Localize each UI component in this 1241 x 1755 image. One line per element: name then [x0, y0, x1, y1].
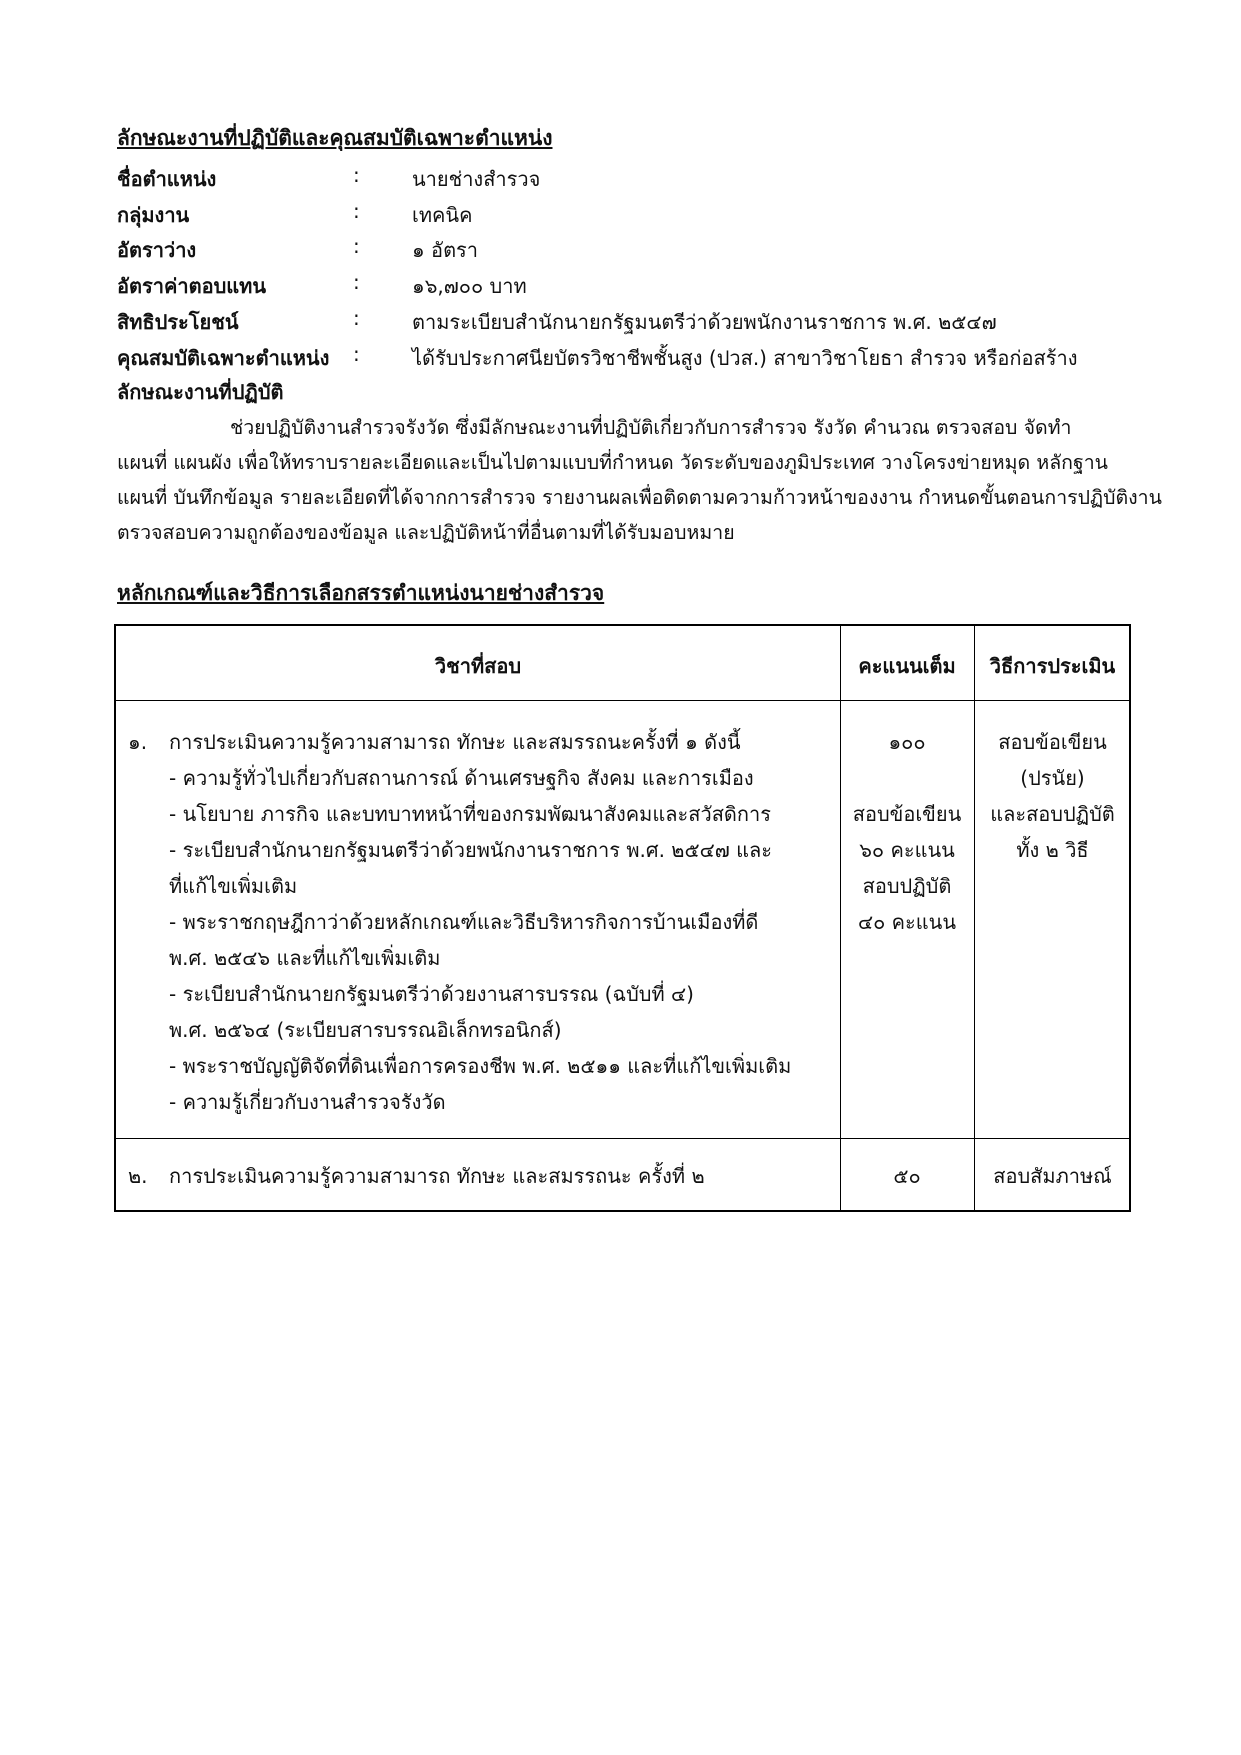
- section-heading-duties: ลักษณะงานที่ปฏิบัติและคุณสมบัติเฉพาะตำแหน่ง: [117, 126, 553, 150]
- info-colon: :: [353, 234, 360, 258]
- row1-number: ๑.: [128, 730, 148, 754]
- row2-method: สอบสัมภาษณ์: [993, 1164, 1112, 1188]
- row1-item: - ระเบียบสำนักนายกรัฐมนตรีว่าด้วยพนักงานราชการ พ.ศ. ๒๕๔๗ และ: [169, 838, 773, 862]
- info-value: นายช่างสำรวจ: [412, 167, 541, 191]
- table-divider: [116, 1138, 1129, 1139]
- info-value: ๑ อัตรา: [412, 238, 479, 262]
- row1-score: ๑๐๐: [888, 730, 926, 754]
- row2-title: การประเมินความรู้ความสามารถ ทักษะ และสมรรถนะ ครั้งที่ ๒: [169, 1164, 705, 1188]
- info-colon: :: [353, 342, 360, 366]
- row1-item: - ระเบียบสำนักนายกรัฐมนตรีว่าด้วยงานสารบรรณ (ฉบับที่ ๔): [169, 982, 694, 1006]
- info-label: ชื่อตำแหน่ง: [117, 167, 217, 191]
- row1-item: - นโยบาย ภารกิจ และบทบาทหน้าที่ของกรมพัฒนาสังคมและสวัสดิการ: [169, 802, 771, 826]
- row1-title: การประเมินความรู้ความสามารถ ทักษะ และสมรรถนะครั้งที่ ๑ ดังนี้: [169, 730, 741, 754]
- section-heading-criteria: หลักเกณฑ์และวิธีการเลือกสรรตำแหน่งนายช่างสำรวจ: [117, 581, 605, 605]
- info-label: สิทธิประโยชน์: [117, 310, 239, 334]
- info-value: ได้รับประกาศนียบัตรวิชาชีพชั้นสูง (ปวส.) สาขาวิชาโยธา สำรวจ หรือก่อสร้าง: [412, 346, 1078, 370]
- row1-item: - ความรู้ทั่วไปเกี่ยวกับสถานการณ์ ด้านเศรษฐกิจ สังคม และการเมือง: [169, 766, 754, 790]
- duty-label: ลักษณะงานที่ปฏิบัติ: [117, 380, 284, 404]
- row1-score: ๔๐ คะแนน: [857, 910, 957, 934]
- row1-item: ที่แก้ไขเพิ่มเติม: [169, 874, 298, 898]
- row1-method: และสอบปฏิบัติ: [990, 802, 1115, 826]
- row1-item: - พระราชบัญญัติจัดที่ดินเพื่อการครองชีพ พ.ศ. ๒๕๑๑ และที่แก้ไขเพิ่มเติม: [169, 1054, 792, 1078]
- info-label: อัตราว่าง: [117, 238, 197, 262]
- header-score: คะแนนเต็ม: [858, 654, 956, 678]
- duty-line: แผนที่ บันทึกข้อมูล รายละเอียดที่ได้จากการสำรวจ รายงานผลเพื่อติดตามความก้าวหน้าของงาน กำหนดขั้นตอนการปฏิบัติงาน: [117, 486, 1162, 509]
- row1-item: พ.ศ. ๒๕๔๖ และที่แก้ไขเพิ่มเติม: [169, 946, 441, 970]
- header-subject: วิชาที่สอบ: [434, 654, 522, 678]
- row1-score: สอบข้อเขียน: [852, 802, 962, 826]
- info-value: ตามระเบียบสำนักนายกรัฐมนตรีว่าด้วยพนักงานราชการ พ.ศ. ๒๕๔๗: [412, 310, 997, 334]
- header-method: วิธีการประเมิน: [989, 654, 1116, 678]
- info-value: ๑๖,๗๐๐ บาท: [412, 274, 527, 298]
- info-label: อัตราค่าตอบแทน: [117, 274, 267, 298]
- info-colon: :: [353, 306, 360, 330]
- duty-line: แผนที่ แผนผัง เพื่อให้ทราบรายละเอียดและเป็นไปตามแบบที่กำหนด วัดระดับของภูมิประเทศ วางโครงข่ายหมุด หลักฐาน: [117, 451, 1108, 474]
- info-value: เทคนิค: [412, 203, 473, 227]
- duty-line: ตรวจสอบความถูกต้องของข้อมูล และปฏิบัติหน้าที่อื่นตามที่ได้รับมอบหมาย: [117, 521, 735, 544]
- duty-line: ช่วยปฏิบัติงานสำรวจรังวัด ซึ่งมีลักษณะงานที่ปฏิบัติเกี่ยวกับการสำรวจ รังวัด คำนวณ ตรวจสอบ จัดทำ: [230, 416, 1072, 439]
- row1-item: พ.ศ. ๒๕๖๔ (ระเบียบสารบรรณอิเล็กทรอนิกส์): [169, 1018, 562, 1042]
- info-colon: :: [353, 199, 360, 223]
- row1-score: สอบปฏิบัติ: [862, 874, 952, 898]
- row1-item: - ความรู้เกี่ยวกับงานสำรวจรังวัด: [169, 1090, 446, 1114]
- row2-score: ๕๐: [893, 1164, 921, 1188]
- info-label: กลุ่มงาน: [117, 203, 190, 227]
- row2-number: ๒.: [128, 1164, 148, 1188]
- info-colon: :: [353, 163, 360, 187]
- criteria-table: [114, 624, 1131, 1212]
- table-divider: [116, 700, 1129, 701]
- info-colon: :: [353, 270, 360, 294]
- info-label: คุณสมบัติเฉพาะตำแหน่ง: [117, 346, 330, 370]
- row1-method: (ปรนัย): [1020, 766, 1085, 790]
- row1-item: - พระราชกฤษฎีกาว่าด้วยหลักเกณฑ์และวิธีบริหารกิจการบ้านเมืองที่ดี: [169, 910, 759, 934]
- row1-method: สอบข้อเขียน: [998, 730, 1107, 754]
- row1-method: ทั้ง ๒ วิธี: [1016, 838, 1089, 862]
- row1-score: ๖๐ คะแนน: [859, 838, 955, 862]
- table-divider: [974, 626, 975, 1210]
